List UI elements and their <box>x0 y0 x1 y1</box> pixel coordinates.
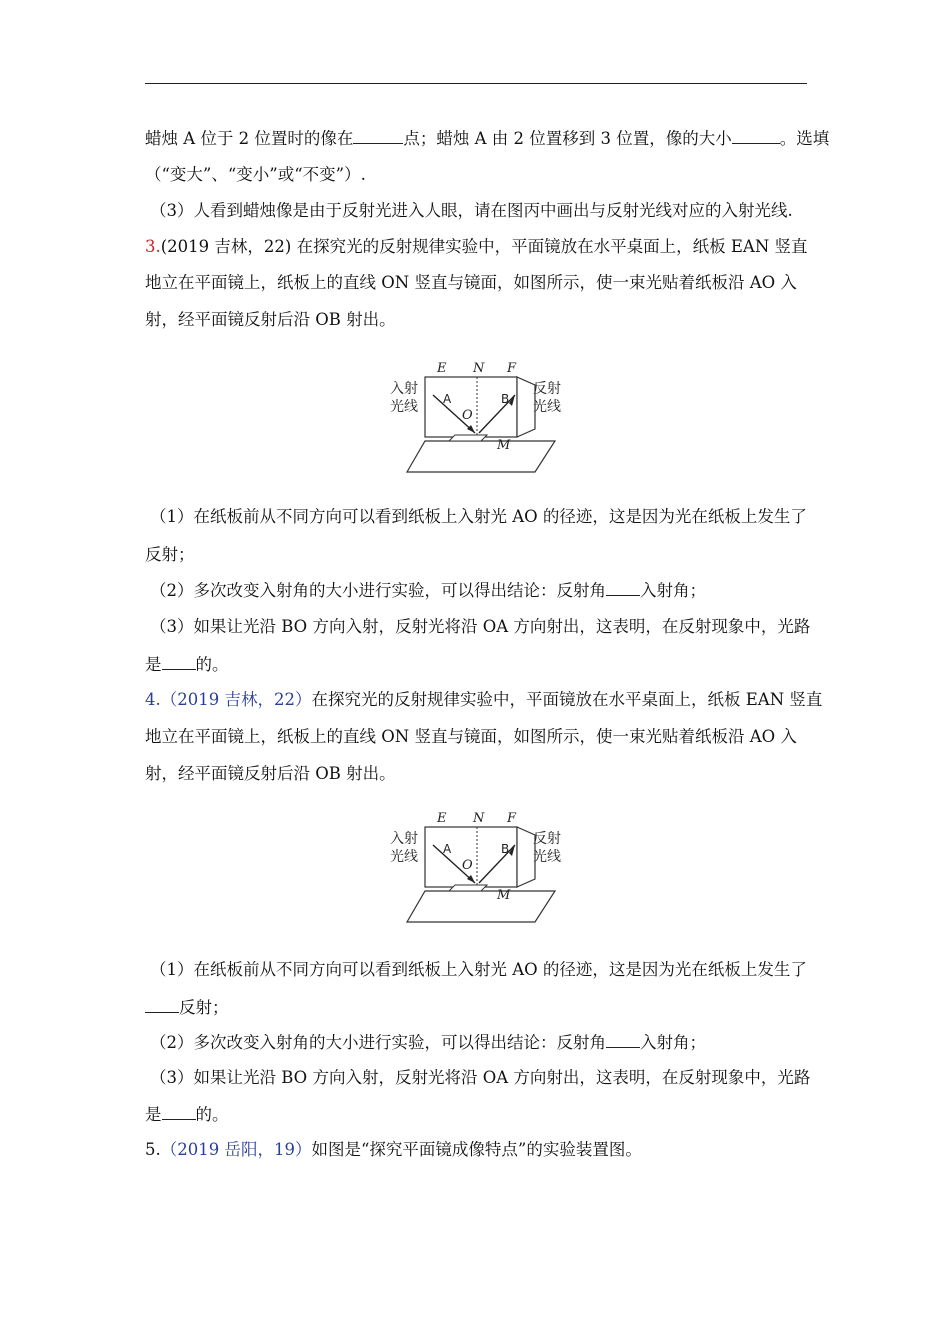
q4-sub1-text-b: 反射； <box>179 998 229 1017</box>
mirror <box>449 885 487 891</box>
reflected-label-2: 光线 <box>533 849 561 865</box>
q4-sub2 <box>150 1032 706 1053</box>
reflection-apparatus-diagram <box>385 805 575 925</box>
q2-text-b: 点；蜡烛 A 由 2 位置移到 3 位置，像的大小 <box>403 129 732 148</box>
label-m: M <box>497 888 511 903</box>
q3-sub2 <box>150 580 706 601</box>
q3-number: 3. <box>145 237 161 256</box>
label-b: B <box>501 392 510 406</box>
q3-sub1-line-2: 反射； <box>145 545 195 564</box>
answer-blank[interactable] <box>353 128 403 144</box>
incident-label-2: 光线 <box>390 849 418 865</box>
incident-label-1: 入射 <box>390 381 418 397</box>
answer-blank[interactable] <box>162 654 196 670</box>
header-rule <box>145 83 807 84</box>
q5-stem <box>145 1140 642 1160</box>
q4-sub3-line-2 <box>145 1104 229 1125</box>
q4-number: 4. <box>145 690 161 709</box>
mirror-plane <box>407 891 555 922</box>
q2-text-a: 蜡烛 A 位于 2 位置时的像在 <box>145 129 354 148</box>
mirror <box>449 435 487 441</box>
label-e: E <box>437 811 447 826</box>
q2-line-2: （“变大”、“变小”或“不变”）. <box>145 165 366 184</box>
q3-stem-line-1 <box>145 237 808 257</box>
q4-sub1-line-1: （1）在纸板前从不同方向可以看到纸板上入射光 AO 的径迹，这是因为光在纸板上发生了 <box>150 960 807 979</box>
q5-stem-text: 如图是“探究平面镜成像特点”的实验装置图。 <box>311 1140 642 1159</box>
label-f: F <box>507 811 517 826</box>
reflected-label-2: 光线 <box>533 399 561 415</box>
label-f: F <box>507 361 517 376</box>
label-n: N <box>473 361 485 376</box>
answer-blank[interactable] <box>145 997 179 1013</box>
q3-sub3-text-b: 是 <box>145 655 162 674</box>
q4-sub2-text-b: 入射角； <box>640 1033 706 1052</box>
q4-sub2-text-a: （2）多次改变入射角的大小进行实验，可以得出结论：反射角 <box>150 1033 606 1052</box>
answer-blank[interactable] <box>606 580 640 596</box>
label-e: E <box>437 361 447 376</box>
q3-sub1-line-1: （1）在纸板前从不同方向可以看到纸板上入射光 AO 的径迹，这是因为光在纸板上发生了 <box>150 507 807 526</box>
label-b: B <box>501 842 510 856</box>
q4-stem-1: 在探究光的反射规律实验中，平面镜放在水平桌面上，纸板 EAN 竖直 <box>311 690 823 709</box>
q4-stem-line-2: 地立在平面镜上，纸板上的直线 ON 竖直与镜面，如图所示，使一束光贴着纸板沿 AO 入 <box>145 727 797 746</box>
q4-source: （2019 吉林，22） <box>160 690 312 709</box>
q2-line-1 <box>145 128 829 149</box>
q2-text-c: 。选填 <box>779 129 830 148</box>
label-a: A <box>443 842 452 856</box>
answer-blank[interactable] <box>162 1104 196 1120</box>
label-o: O <box>462 858 473 873</box>
q3-sub2-text-a: （2）多次改变入射角的大小进行实验，可以得出结论：反射角 <box>150 581 606 600</box>
q3-stem-line-2: 地立在平面镜上，纸板上的直线 ON 竖直与镜面，如图所示，使一束光贴着纸板沿 AO 入 <box>145 273 797 292</box>
q4-stem-line-1 <box>145 690 822 710</box>
q5-source: （2019 岳阳，19） <box>160 1140 312 1159</box>
answer-blank[interactable] <box>732 128 780 144</box>
q4-sub3-line-1: （3）如果让光沿 BO 方向入射，反射光将沿 OA 方向射出，这表明，在反射现象中，光路 <box>150 1068 811 1087</box>
label-m: M <box>497 438 511 453</box>
q3-figure <box>385 355 575 475</box>
incident-label-2: 光线 <box>390 399 418 415</box>
reflected-label-1: 反射 <box>533 381 561 397</box>
answer-blank[interactable] <box>606 1032 640 1048</box>
reflection-apparatus-diagram <box>385 355 575 475</box>
q4-sub1-line-2 <box>145 997 229 1018</box>
q3-sub2-text-b: 入射角； <box>640 581 706 600</box>
label-n: N <box>473 811 485 826</box>
incident-label-1: 入射 <box>390 831 418 847</box>
q2-line-3: （3）人看到蜡烛像是由于反射光进入人眼，请在图丙中画出与反射光线对应的入射光线. <box>150 201 793 220</box>
label-o: O <box>462 408 473 423</box>
q5-number: 5. <box>145 1140 161 1159</box>
q3-sub3-line-2 <box>145 654 229 675</box>
q4-sub3-text-c: 的。 <box>195 1105 229 1124</box>
q4-sub3-text-b: 是 <box>145 1105 162 1124</box>
q3-sub3-line-1: （3）如果让光沿 BO 方向入射，反射光将沿 OA 方向射出，这表明，在反射现象中，光路 <box>150 617 811 636</box>
q4-stem-line-3: 射，经平面镜反射后沿 OB 射出。 <box>145 764 396 783</box>
q3-stem-1: 在探究光的反射规律实验中，平面镜放在水平桌面上，纸板 EAN 竖直 <box>296 237 808 256</box>
q3-sub3-text-c: 的。 <box>195 655 229 674</box>
q4-figure <box>385 805 575 925</box>
q3-stem-line-3: 射，经平面镜反射后沿 OB 射出。 <box>145 310 396 329</box>
q3-source: (2019 吉林，22) <box>160 237 292 256</box>
reflected-label-1: 反射 <box>533 831 561 847</box>
label-a: A <box>443 392 452 406</box>
mirror-plane <box>407 441 555 472</box>
